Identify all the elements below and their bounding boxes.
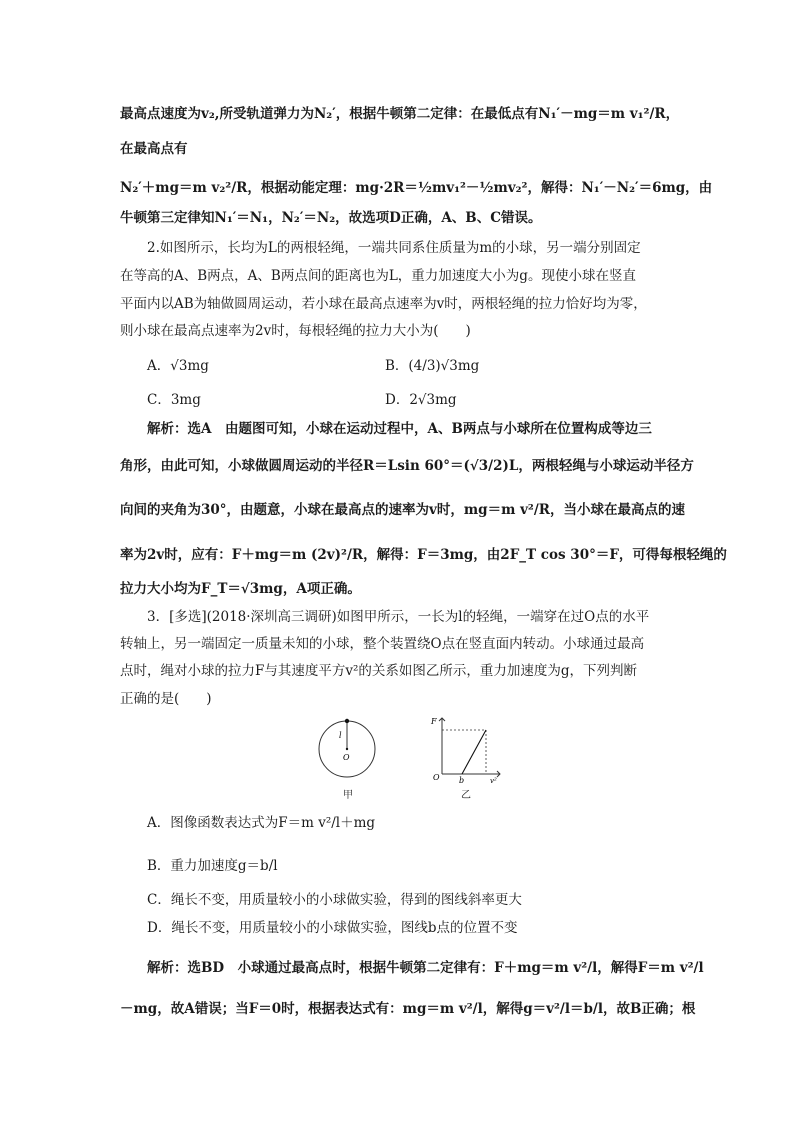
q2-solution-line-2: 角形，由此可知，小球做圆周运动的半径R＝Lsin 60°＝(√3/2)L，两根轻绳与小球运动半径方	[120, 458, 694, 474]
q2-stem-line-2: 在等高的A、B两点，A、B两点间的距离也为L，重力加速度大小为g。现使小球在竖直	[120, 268, 636, 284]
q3-stem-line-1: 3．[多选](2018·深圳高三调研)如图甲所示，一长为l的轻绳，一端穿在过O点的水平	[147, 609, 650, 625]
q2-stem-line-3: 平面内以AB为轴做圆周运动，若小球在最高点速率为v时，两根轻绳的拉力恰好均为零，	[120, 296, 647, 312]
q3-option-d: D．绳长不变，用质量较小的小球做实验，图线b点的位置不变	[147, 920, 518, 936]
q3-solution-line-2: －mg，故A错误；当F＝0时，根据表达式有：mg＝m v²/l，解得g＝v²/l＝b/l，故B正确；根	[120, 1001, 696, 1017]
prev-solution-line-3: N₂′＋mg＝m v₂²/R，根据动能定理：mg·2R＝½mv₁²－½mv₂²，解得：N₁′－N₂′＝6mg，由	[120, 180, 713, 196]
label-origin: O	[433, 773, 440, 782]
q3-stem-line-2: 转轴上，另一端固定一质量未知的小球，整个装置绕O点在竖直面内转动。小球通过最高	[120, 636, 645, 652]
figure-yi-graph	[428, 712, 504, 784]
q3-stem-line-4: 正确的是( )	[120, 691, 212, 707]
q2-option-a: A．√3mg	[147, 358, 209, 374]
q3-solution-line-1: 解析：选BD 小球通过最高点时，根据牛顿第二定律有：F＋mg＝m v²/l，解得F＝m v²/l	[147, 960, 704, 976]
prev-solution-line-4: 牛顿第三定律知N₁′＝N₁，N₂′＝N₂，故选项D正确，A、B、C错误。	[120, 210, 542, 226]
label-b: b	[459, 776, 465, 784]
q2-option-d: D．2√3mg	[385, 392, 457, 408]
label-l: l	[339, 731, 342, 740]
prev-solution-line-2: 在最高点有	[120, 141, 188, 157]
ball	[345, 719, 349, 723]
q3-option-c: C．绳长不变，用质量较小的小球做实验，得到的图线斜率更大	[147, 892, 522, 908]
q3-option-b: B．重力加速度g＝b/l	[147, 858, 278, 874]
q2-solution-line-4: 率为2v时，应有：F＋mg＝m (2v)²/R，解得：F＝3mg，由2F_T cos 30°＝F，可得每根轻绳的	[120, 547, 727, 563]
prev-solution-line-1: 最高点速度为v₂,所受轨道弹力为N₂′，根据牛顿第二定律：在最低点有N₁′－mg＝m v₁²/R，	[120, 106, 680, 122]
graph-line	[462, 730, 486, 774]
label-f: F	[431, 717, 437, 726]
q2-option-b: B．(4/3)√3mg	[385, 358, 480, 374]
label-v2: v²	[490, 777, 497, 784]
figure-jia-caption: 甲	[343, 790, 353, 801]
q2-solution-line-3: 向间的夹角为30°，由题意，小球在最高点的速率为v时，mg＝m v²/R，当小球在最高点的速	[120, 502, 685, 518]
q2-solution-line-1: 解析：选A 由题图可知，小球在运动过程中，A、B两点与小球所在位置构成等边三	[147, 421, 652, 437]
q3-stem-line-3: 点时，绳对小球的拉力F与其速度平方v²的关系如图乙所示，重力加速度为g，下列判断	[120, 663, 638, 679]
q2-stem-line-4: 则小球在最高点速率为2v时，每根轻绳的拉力大小为( )	[120, 323, 471, 339]
figure-yi-caption: 乙	[461, 790, 471, 801]
q2-stem-line-1: 2.如图所示，长均为L的两根轻绳，一端共同系住质量为m的小球，另一端分别固定	[147, 240, 641, 256]
q3-option-a: A．图像函数表达式为F＝m v²/l＋mg	[147, 815, 376, 831]
figure-jia-circle-diagram	[315, 712, 381, 784]
q2-solution-line-5: 拉力大小均为F_T＝√3mg，A项正确。	[120, 581, 361, 597]
q2-option-c: C．3mg	[147, 392, 201, 408]
pivot-point	[346, 748, 348, 750]
label-o: O	[343, 753, 350, 762]
